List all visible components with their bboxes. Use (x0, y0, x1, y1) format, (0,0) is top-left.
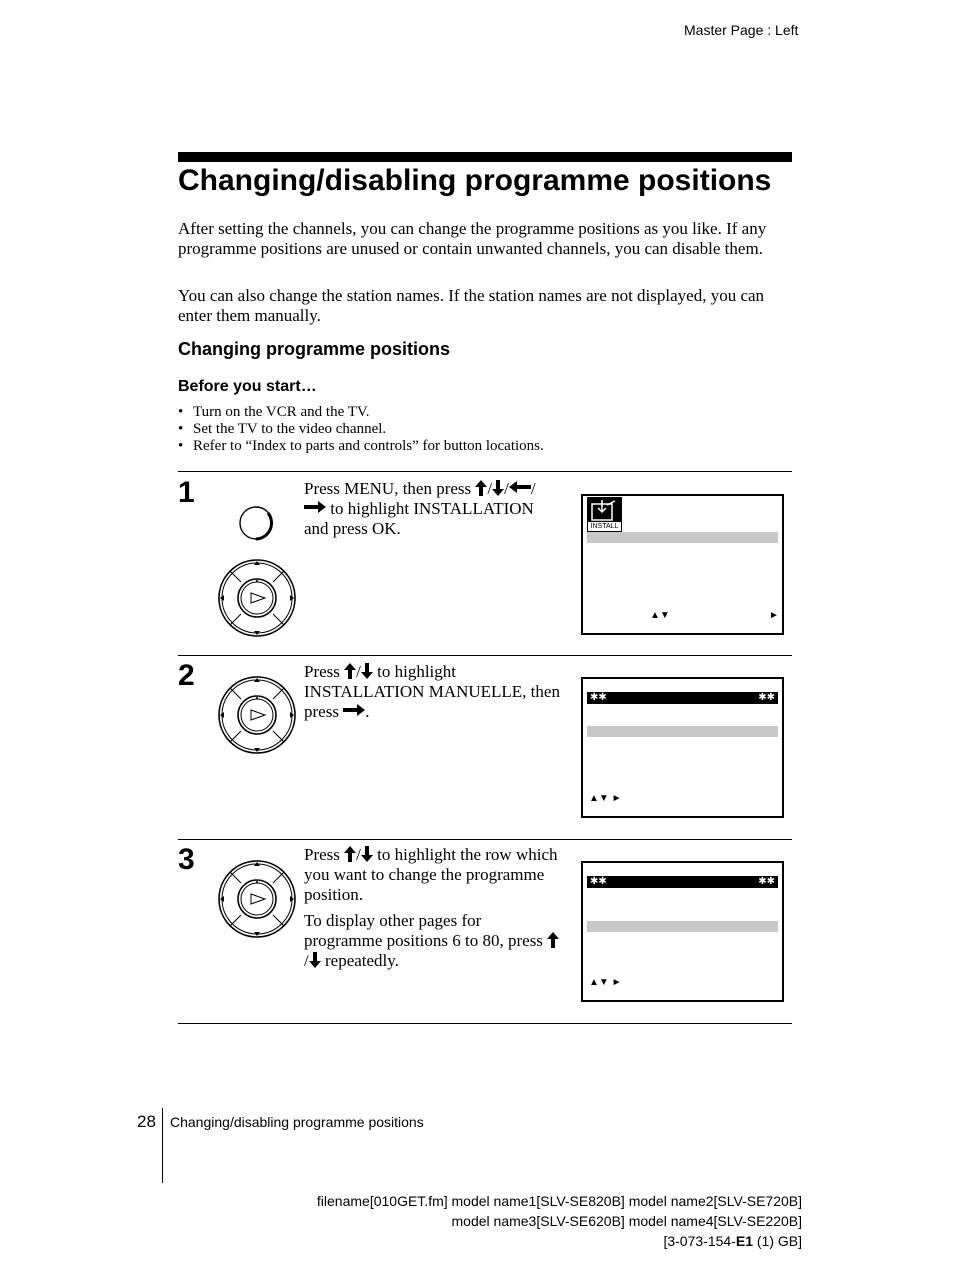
bar-left-marks: ✱✱ (590, 876, 607, 887)
title-rule (178, 152, 792, 162)
nav-hint: ▲▼ ► (589, 793, 622, 804)
intro-paragraph-1: After setting the channels, you can change the programme positions as you like. If any programme positions are unused or contain unwanted channels, you can disable them. (178, 219, 767, 258)
screen-title-bar (587, 876, 778, 888)
arrow-right-icon (343, 704, 365, 716)
tv-screen-menu (581, 494, 784, 635)
bar-right-marks: ✱✱ (758, 692, 775, 703)
remote-dpad-icon (217, 558, 297, 638)
arrow-up-icon (344, 846, 356, 862)
arrow-down-icon (361, 663, 373, 679)
bar-left-marks: ✱✱ (590, 692, 607, 703)
footer-vertical-rule (162, 1108, 163, 1183)
highlight-row (587, 532, 778, 543)
before-you-start-list (178, 404, 544, 455)
remote-dpad-icon (217, 675, 297, 755)
nav-right: ► (769, 610, 779, 621)
arrow-down-icon (309, 952, 321, 968)
screen-title-bar (587, 692, 778, 704)
step-divider (178, 471, 792, 472)
arrow-left-icon (509, 481, 531, 493)
file-info-line-3: [3-073-154-E1 (1) GB] (663, 1233, 802, 1249)
step-divider (178, 839, 792, 840)
list-item: • Set the TV to the video channel. (178, 421, 544, 438)
install-icon-label: INSTALL (588, 522, 621, 531)
bar-right-marks: ✱✱ (758, 876, 775, 887)
intro-paragraph-2: You can also change the station names. If the station names are not displayed, you can enter them manually. (178, 286, 765, 325)
step-3-number: 3 (178, 843, 195, 876)
step-2-number: 2 (178, 659, 195, 692)
page-title: Changing/disabling programme positions (178, 164, 772, 197)
arrow-up-icon (475, 480, 487, 496)
list-item: • Turn on the VCR and the TV. (178, 404, 544, 421)
nav-hint: ▲▼ ► (589, 977, 622, 988)
footer-section-title: Changing/disabling programme positions (170, 1114, 424, 1130)
step-1-instruction: Press MENU, then press / / / to highlight INSTALLATION and press OK. (304, 479, 536, 538)
list-item: • Refer to “Index to parts and controls” for button locations. (178, 438, 544, 455)
install-icon (587, 497, 622, 532)
arrow-up-icon (547, 932, 559, 948)
arrow-down-icon (361, 846, 373, 862)
before-you-start-heading: Before you start… (178, 378, 317, 395)
arrow-down-icon (492, 480, 504, 496)
highlight-row (587, 726, 778, 737)
step-1-number: 1 (178, 476, 195, 509)
tv-screen-programme-list (581, 861, 784, 1002)
ok-button-icon (238, 505, 274, 541)
steps-end-divider (178, 1023, 792, 1024)
master-page-label: Master Page : Left (684, 22, 799, 38)
arrow-right-icon (304, 501, 326, 513)
step-divider (178, 655, 792, 656)
file-info-line-2: model name3[SLV-SE620B] model name4[SLV-SE220B] (451, 1213, 802, 1229)
file-info (317, 1191, 802, 1251)
highlight-row (587, 921, 778, 932)
nav-updown: ▲▼ (650, 610, 670, 621)
install-glyph-icon (591, 500, 617, 522)
file-info-line-1: filename[010GET.fm] model name1[SLV-SE820B] model name2[SLV-SE720B] (316, 1193, 802, 1209)
step-3-instruction: Press / to highlight the row which you want to change the programme position. To display other pages for programme positions 6 to 80, press / repeatedly. (304, 845, 558, 970)
tv-screen-manual-install (581, 677, 784, 818)
arrow-up-icon (344, 663, 356, 679)
section-heading: Changing programme positions (178, 339, 451, 359)
remote-dpad-icon (217, 859, 297, 939)
page-number: 28 (137, 1112, 156, 1131)
step-2-instruction: Press / to highlight INSTALLATION MANUELLE, then press . (304, 662, 560, 721)
